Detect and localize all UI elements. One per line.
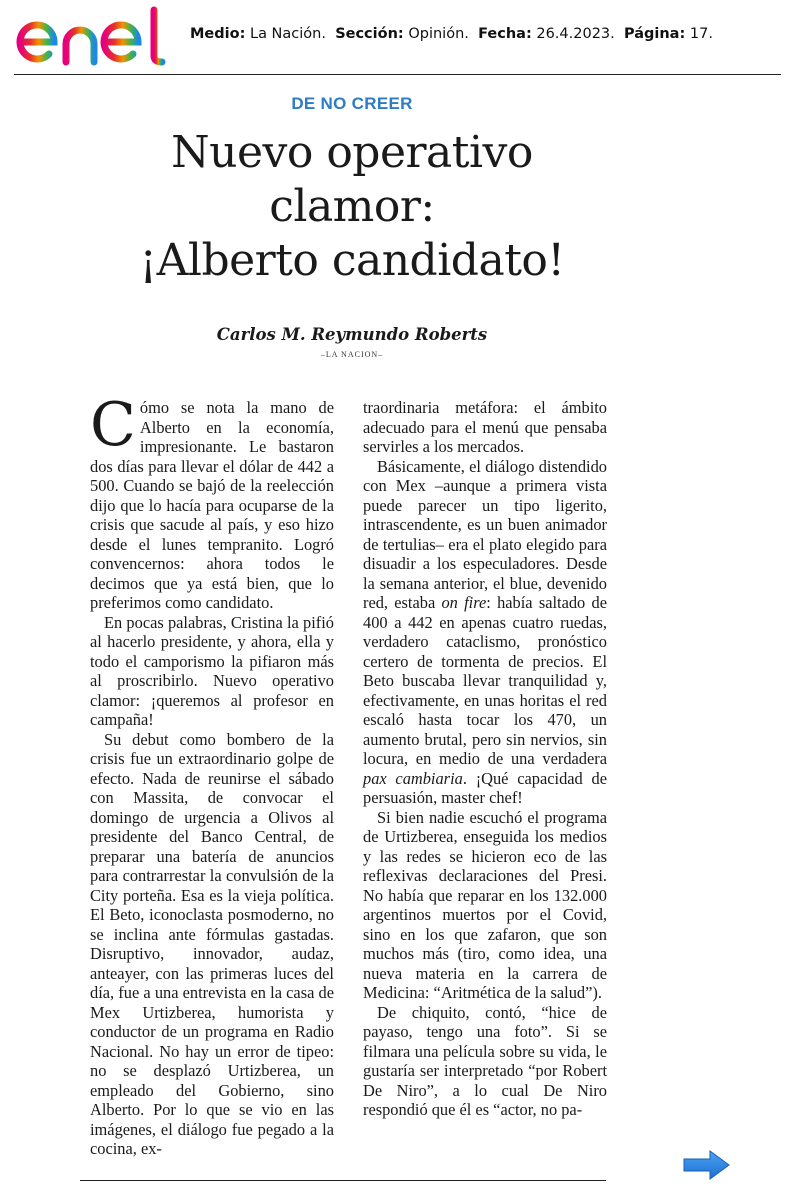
arrow-right-icon[interactable] bbox=[682, 1148, 732, 1182]
clipping-header bbox=[0, 0, 800, 76]
fecha-label: Fecha: bbox=[478, 26, 532, 42]
pagina-value: 17. bbox=[689, 26, 713, 42]
fecha-value: 26.4.2023. bbox=[536, 26, 615, 42]
article-paragraph: En pocas palabras, Cristina la pifió al hacerlo presidente, y ahora, ella y todo el camporismo la pifiaron más al proscribirlo. Nuevo operativo clamor: ¡queremos al profesor en campaña! bbox=[90, 612, 334, 729]
article-paragraph: Su debut como bombero de la crisis fue un extraordinario golpe de efecto. Nada de reunirse el sábado con Massita, de convocar el domingo de urgencia a Olivos al presidente del Banco Central, de preparar una batería de anuncios para contrarrestar la convulsión de la City porteña. Esa es la vieja política. El Beto, iconoclasta posmoderno, no se inclina ante fórmulas gastadas. Disruptivo, innovador, audaz, anteayer, con las primeras luces del día, fue a una entrevista en la casa de Mex Urtizberea, humorista y conductor de un programa en Radio Nacional. No hay un error de tipeo: no se desplazó Urtizberea, un empleado del Gobierno, sino Alberto. Por lo que se vio en las imágenes, el diálogo fue pegado a la cocina, ex- bbox=[90, 729, 334, 1158]
article-paragraph: Básicamente, el diálogo distendido con Mex –aunque a primera vista puede parecer un tipo ligerito, intrascendente, es un buen animador de tertulias– era el plato elegido para disuadir a los especuladores. Desde la semana anterior, el blue, devenido red, estaba on fire: había saltado de 400 a 442 en apenas cuatro ruedas, verdadero cataclismo, pronóstico certero de tormenta de precios. El Beto buscaba llevar tranquilidad y, efectivamente, en unas horitas el red escaló hasta tocar los 470, un aumento brutal, pero sin nervios, sin locura, en medio de una verdadera pax cambiaria. ¡Qué capacidad de persuasión, master chef! bbox=[363, 456, 607, 807]
article-kicker: DE NO CREER bbox=[291, 94, 413, 113]
pagina-label: Página: bbox=[623, 26, 686, 42]
drop-cap: C bbox=[90, 390, 136, 460]
enel-logo bbox=[14, 4, 184, 68]
headline-line: ¡Alberto candidato! bbox=[139, 235, 565, 286]
article-column-1 bbox=[90, 390, 334, 1159]
medio-label: Medio: bbox=[190, 26, 246, 42]
medio-value: La Nación. bbox=[249, 26, 326, 42]
headline-line: Nuevo operativo bbox=[171, 127, 533, 178]
article-headline bbox=[0, 126, 704, 288]
article-paragraph: traordinaria metáfora: el ámbito adecuado para el menú que pensaba servirles a los mercados. bbox=[363, 398, 607, 456]
seccion-value: Opinión. bbox=[408, 26, 469, 42]
article-paragraph: Cómo se nota la mano de Alberto en la economía, impresionante. Le bastaron dos días para llevar el dólar de 442 a 500. Cuando se bajó de la reelección dijo que lo hacía para ocuparse de la crisis que sacude al país, y eso hizo desde el lunes tempranito. Logró convencernos: ahora todos le decimos que ya está bien, que lo preferimos como candidato. bbox=[90, 390, 334, 612]
footer-divider bbox=[80, 1180, 606, 1181]
clipping-metadata bbox=[190, 26, 713, 42]
header-divider bbox=[14, 74, 781, 75]
seccion-label: Sección: bbox=[335, 26, 404, 42]
headline-line: clamor: bbox=[269, 181, 435, 232]
outlet-credit: –LA NACION– bbox=[320, 350, 384, 359]
article-column-2 bbox=[363, 398, 607, 1120]
article-paragraph: Si bien nadie escuchó el programa de Urtizberea, enseguida los medios y las redes se hicieron eco de las reflexivas declaraciones del Presi. No había que reparar en los 132.000 argentinos muertos por el Covid, sino en los que zafaron, que son muchos más (tiro, como idea, una nueva materia en la carrera de Medicina: “Aritmética de la salud”). bbox=[363, 807, 607, 1002]
article-paragraph: De chiquito, contó, “hice de payaso, tengo una foto”. Si se filmara una película sobre su vida, le gustaría ser interpretado “por Robert De Niro”, a lo cual De Niro respondió que él es “actor, no pa- bbox=[363, 1002, 607, 1119]
author-byline: Carlos M. Reymundo Roberts bbox=[216, 325, 488, 344]
